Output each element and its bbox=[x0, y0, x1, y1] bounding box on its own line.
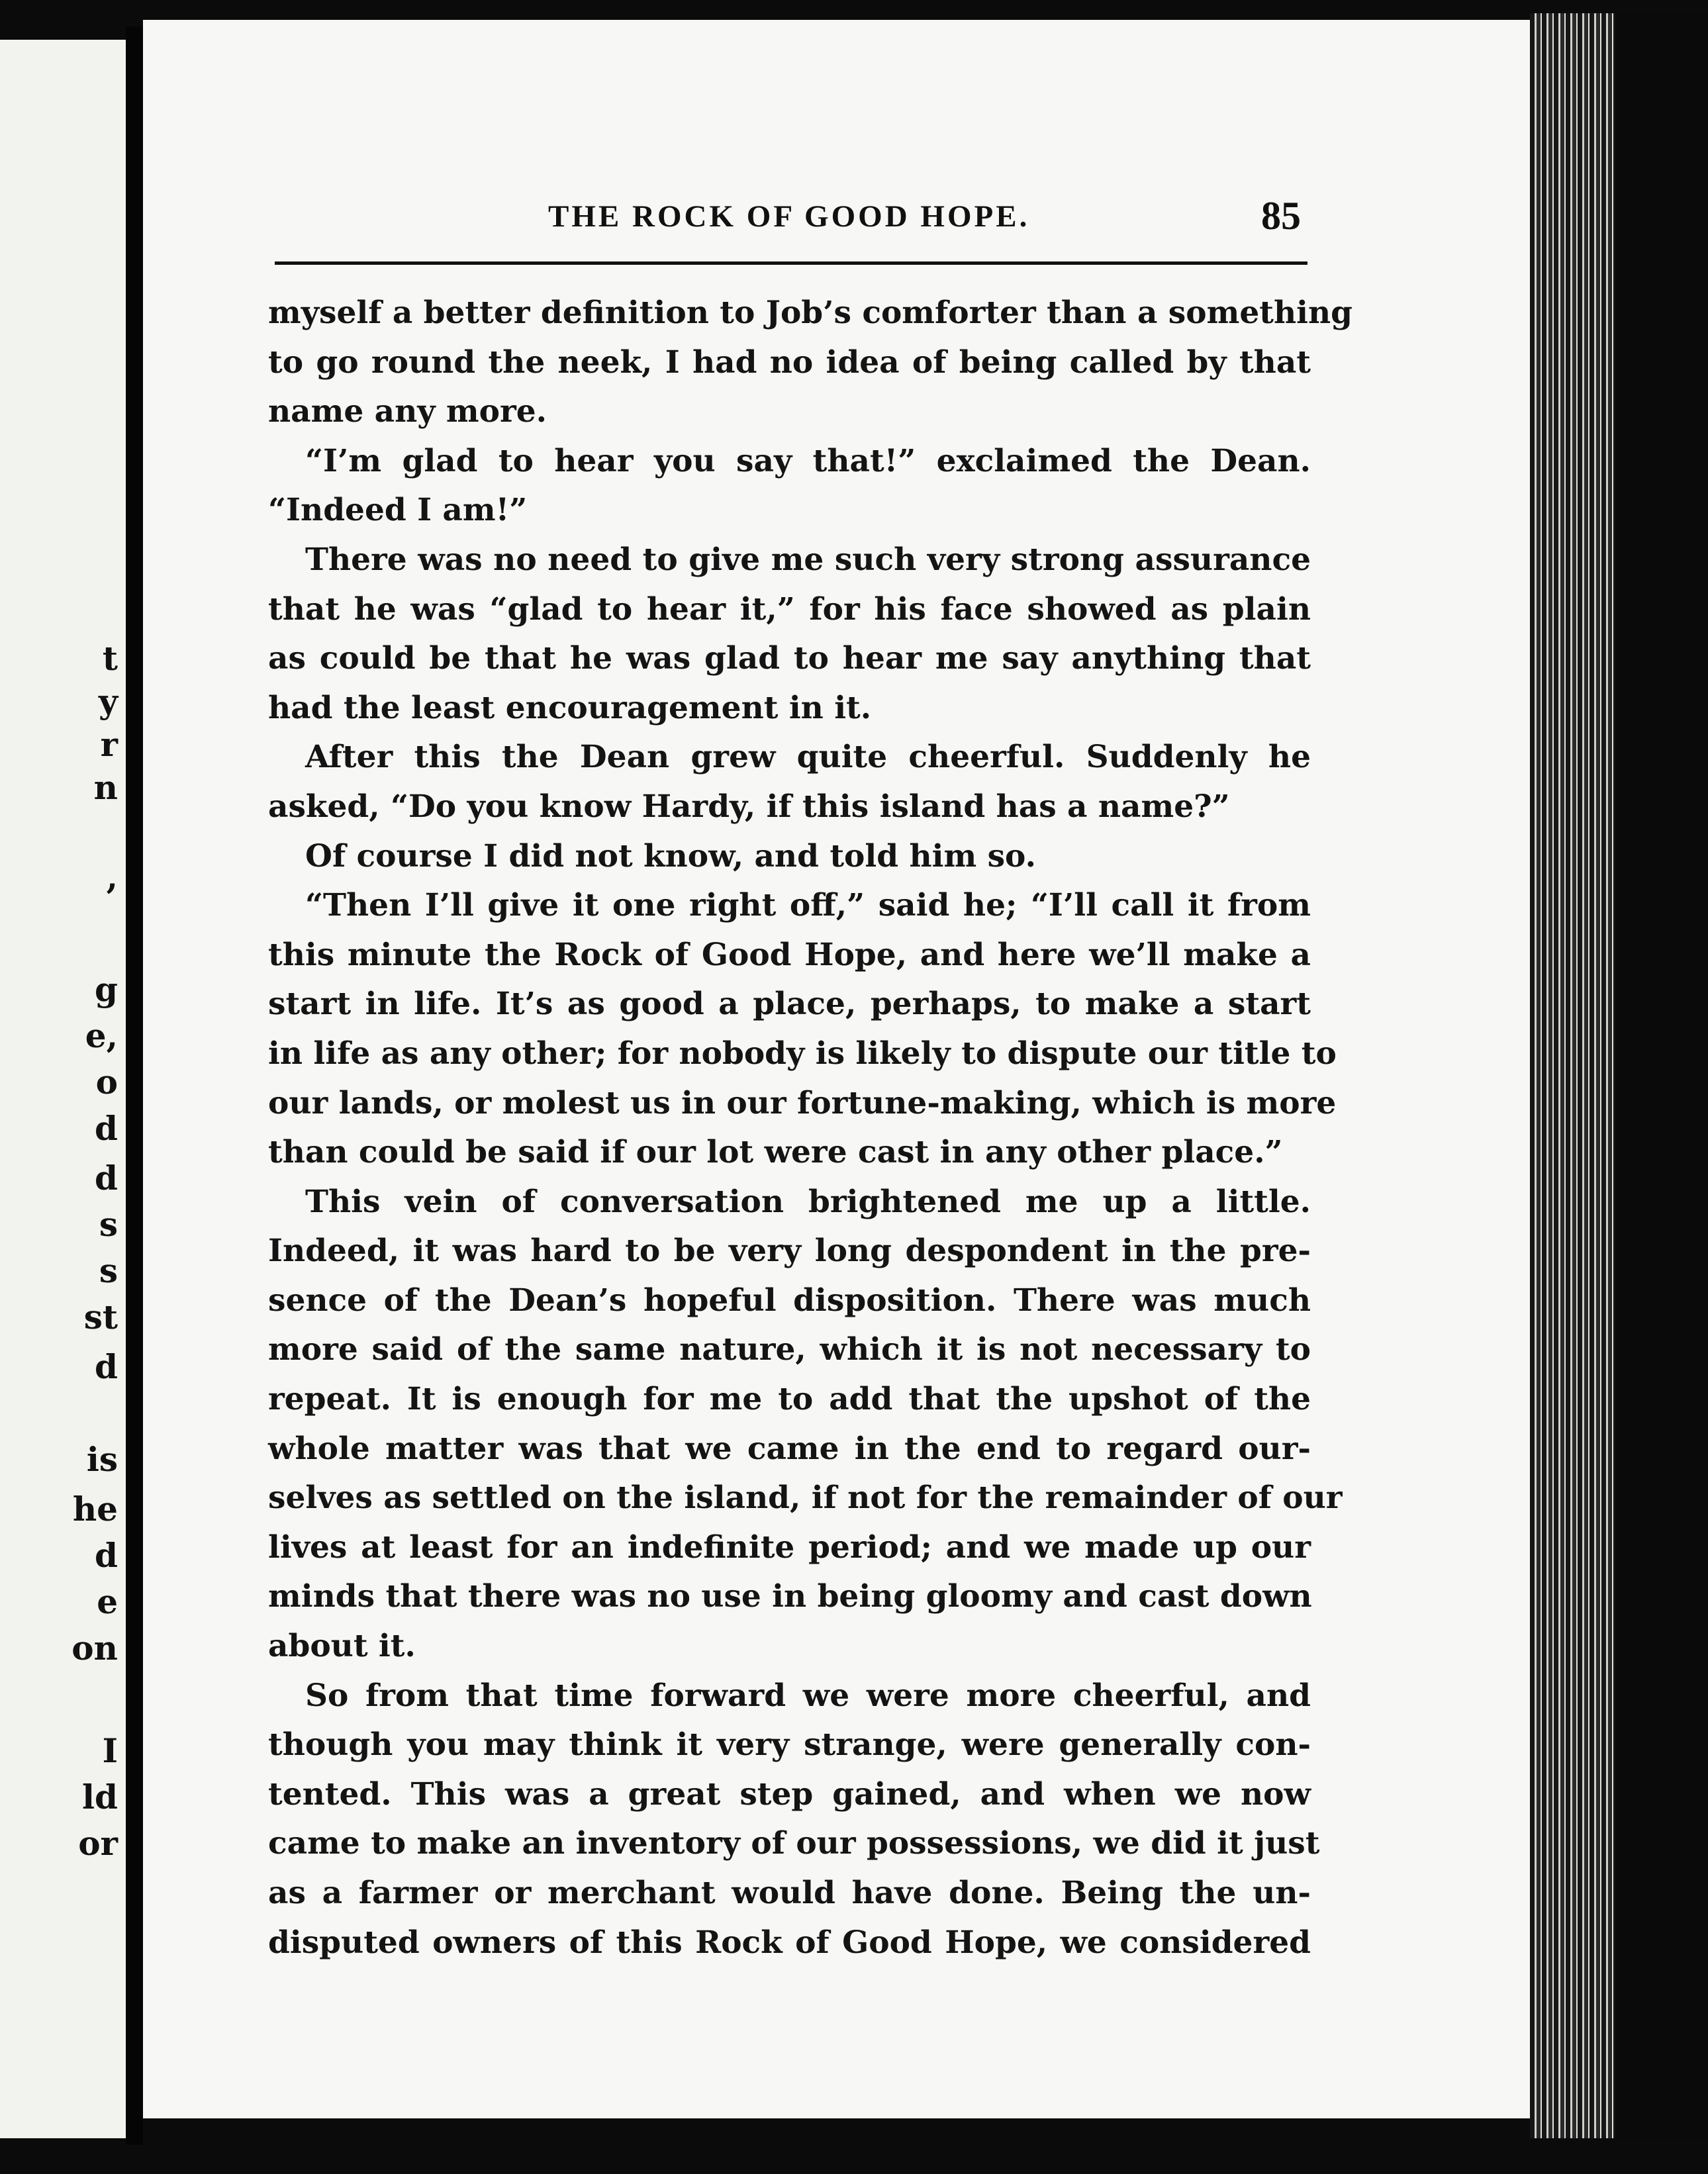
left-page-text-fragment: d bbox=[95, 1109, 118, 1148]
left-page-text-fragment: ld bbox=[82, 1777, 118, 1817]
left-facing-page bbox=[0, 40, 126, 2138]
text-line: “I’m glad to hear you say that!” exclaimed the Dean. bbox=[305, 442, 1311, 479]
text-line: Indeed, it was hard to be very long despondent in the pre- bbox=[268, 1233, 1311, 1270]
left-page-text-fragment: y bbox=[98, 682, 118, 721]
text-line: to go round the neek, I had no idea of being called by that bbox=[268, 344, 1311, 381]
text-line: than could be said if our lot were cast in any other place.” bbox=[268, 1134, 1283, 1171]
page-header bbox=[275, 194, 1307, 271]
text-line: whole matter was that we came in the end to regard our- bbox=[268, 1430, 1311, 1467]
text-line: disputed owners of this Rock of Good Hope, we considered bbox=[268, 1924, 1311, 1961]
text-line: more said of the same nature, which it is not necessary to bbox=[268, 1331, 1311, 1368]
text-line: This vein of conversation brightened me up a little. bbox=[305, 1183, 1311, 1220]
text-line: “Indeed I am!” bbox=[268, 492, 528, 529]
left-page-text-fragment: st bbox=[83, 1298, 118, 1337]
left-page-text-fragment: g bbox=[95, 970, 118, 1009]
body-text bbox=[268, 289, 1353, 1967]
text-line: selves as settled on the island, if not for the remainder of our bbox=[268, 1480, 1343, 1517]
left-page-text-fragment: is bbox=[86, 1440, 118, 1479]
text-line: as could be that he was glad to hear me say anything that bbox=[268, 640, 1311, 677]
text-line: that he was “glad to hear it,” for his face showed as plain bbox=[268, 591, 1311, 628]
book-binding-gutter bbox=[126, 26, 143, 2145]
left-page-text-fragment: or bbox=[78, 1824, 118, 1863]
text-line: There was no need to give me such very strong assurance bbox=[305, 541, 1311, 578]
text-line: asked, “Do you know Hardy, if this island has a name?” bbox=[268, 788, 1230, 825]
text-line: about it. bbox=[268, 1628, 416, 1665]
text-line: So from that time forward we were more cheerful, and bbox=[305, 1677, 1311, 1714]
left-page-text-fragment: o bbox=[95, 1063, 118, 1102]
text-line: lives at least for an indefinite period; and we made up our bbox=[268, 1529, 1311, 1566]
header-rule bbox=[275, 261, 1307, 265]
text-line: as a farmer or merchant would have done. Being the un- bbox=[268, 1875, 1311, 1911]
left-page-text-fragment: I bbox=[102, 1731, 118, 1770]
text-line: name any more. bbox=[268, 393, 547, 430]
left-page-text-fragment: on bbox=[71, 1629, 118, 1668]
left-page-text-fragment: s bbox=[99, 1205, 118, 1244]
text-line: After this the Dean grew quite cheerful. Suddenly he bbox=[305, 739, 1311, 776]
text-line: Of course I did not know, and told him so. bbox=[305, 837, 1036, 874]
left-page-text-fragment: , bbox=[106, 857, 118, 896]
text-line: repeat. It is enough for me to add that the upshot of the bbox=[268, 1381, 1311, 1418]
left-page-text-fragment: he bbox=[72, 1489, 118, 1529]
left-page-text-fragment: d bbox=[95, 1536, 118, 1575]
text-line: minds that there was no use in being gloomy and cast down bbox=[268, 1578, 1312, 1615]
left-page-text-fragment: r bbox=[100, 725, 118, 764]
text-line: came to make an inventory of our possessions, we did it just bbox=[268, 1825, 1320, 1862]
running-title: THE ROCK OF GOOD HOPE. bbox=[548, 199, 1030, 234]
left-page-text-fragment: d bbox=[95, 1158, 118, 1198]
text-line: though you may think it very strange, were generally con- bbox=[268, 1726, 1311, 1764]
left-page-text-fragment: t bbox=[102, 639, 118, 678]
text-line: sence of the Dean’s hopeful disposition. There was much bbox=[268, 1282, 1311, 1319]
text-line: “Then I’ll give it one right off,” said he; “I’ll call it from bbox=[305, 887, 1311, 924]
text-line: tented. This was a great step gained, and when we now bbox=[268, 1775, 1311, 1813]
left-page-text-fragment: n bbox=[93, 768, 118, 807]
text-line: our lands, or molest us in our fortune-making, which is more bbox=[268, 1084, 1337, 1121]
text-line: start in life. It’s as good a place, perhaps, to make a start bbox=[268, 986, 1311, 1023]
text-line: this minute the Rock of Good Hope, and here we’ll make a bbox=[268, 936, 1311, 973]
left-page-text-fragment: s bbox=[99, 1251, 118, 1290]
left-page-text-fragment: d bbox=[95, 1347, 118, 1386]
text-line: myself a better definition to Job’s comforter than a something bbox=[268, 295, 1353, 331]
left-page-text-fragment: e bbox=[97, 1582, 118, 1621]
page-number: 85 bbox=[1261, 194, 1301, 238]
left-page-text-fragment: e, bbox=[85, 1016, 118, 1055]
text-line: in life as any other; for nobody is likely to dispute our title to bbox=[268, 1035, 1337, 1072]
page-edges-shadow bbox=[1615, 13, 1708, 2138]
text-line: had the least encouragement in it. bbox=[268, 689, 872, 726]
